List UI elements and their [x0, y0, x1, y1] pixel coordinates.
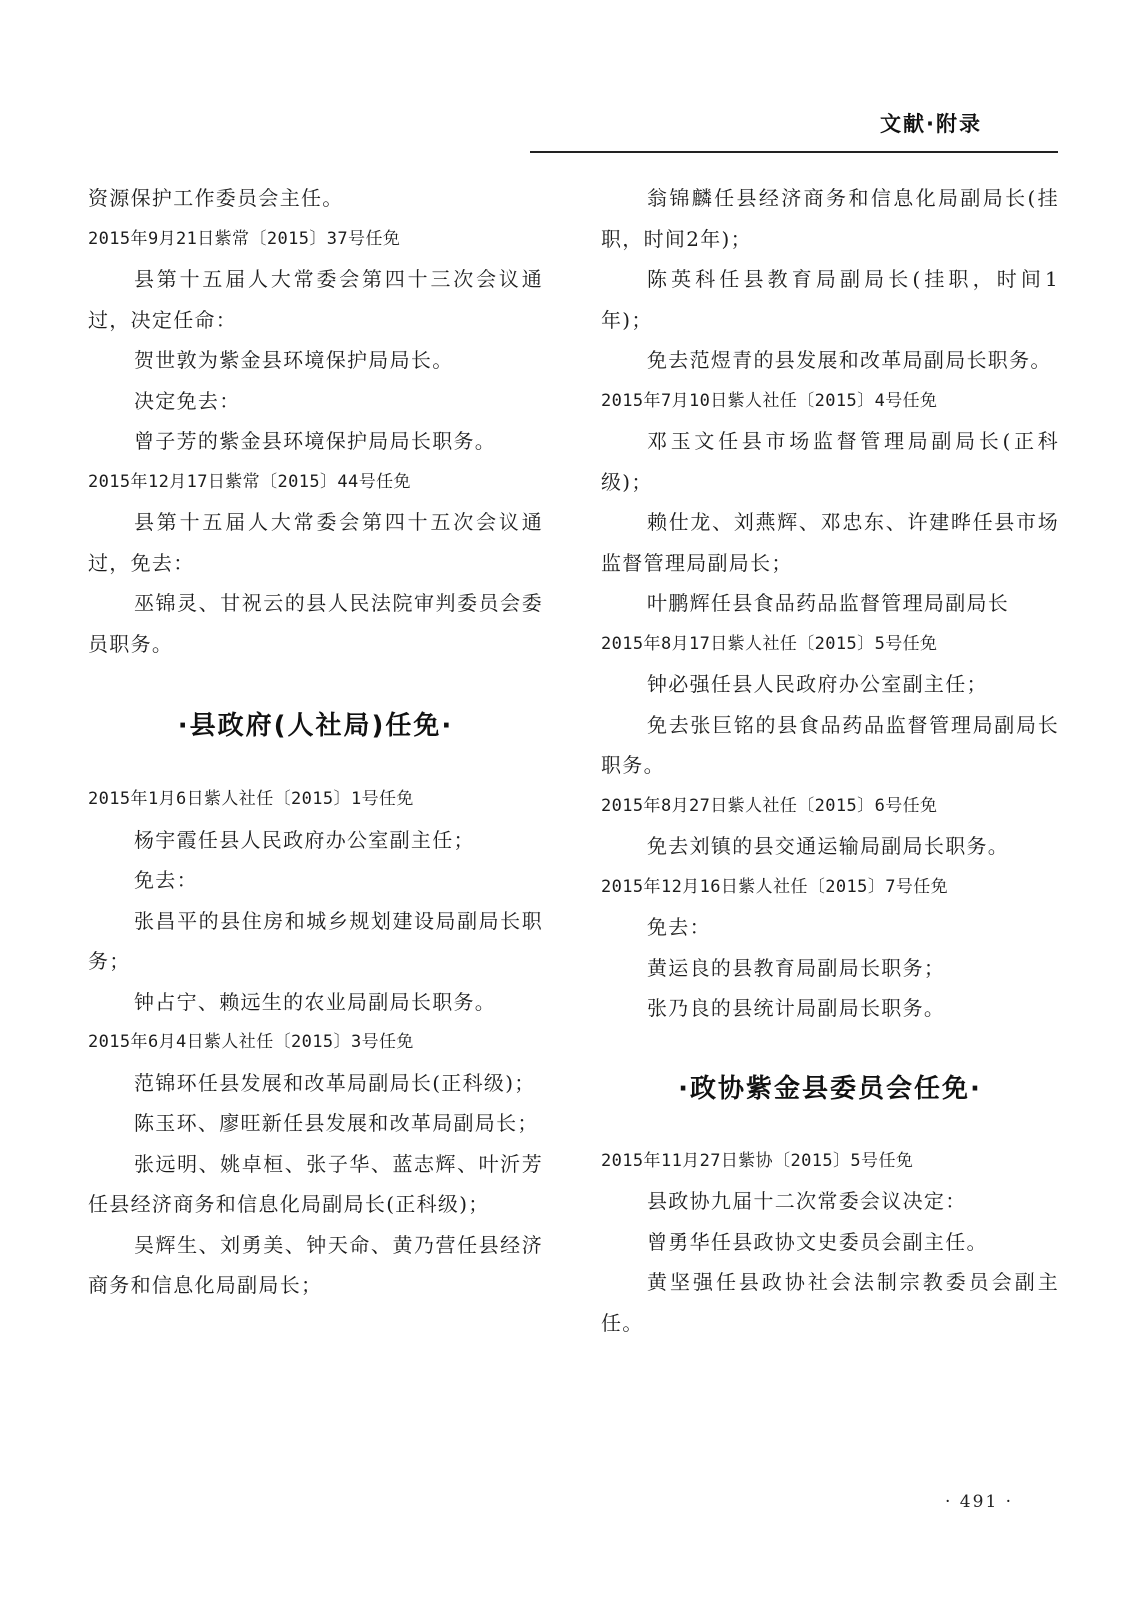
section-heading: ·政协紫金县委员会任免·	[678, 1073, 982, 1104]
decree-date-line: 2015年12月17日紫常〔2015〕44号任免	[88, 471, 411, 492]
decree-date-line: 2015年11月27日紫协〔2015〕5号任免	[601, 1150, 914, 1171]
paragraph: 县第十五届人大常委会第四十五次会议通过，免去：	[88, 510, 543, 575]
paragraph: 曾子芳的紫金县环境保护局局长职务。	[134, 429, 497, 453]
paragraph: 邓玉文任县市场监督管理局副局长(正科级)；	[601, 429, 1059, 494]
paragraph: 钟占宁、赖远生的农业局副局长职务。	[134, 989, 497, 1014]
running-header: 文献·附录	[880, 112, 982, 136]
page-number: · 491 ·	[945, 1492, 1014, 1512]
paragraph: 资源保护工作委员会主任。	[88, 186, 344, 210]
paragraph: 免去张巨铭的县食品药品监督管理局副局长职务。	[601, 712, 1059, 777]
decree-date-line: 2015年9月21日紫常〔2015〕37号任免	[88, 228, 401, 249]
decree-date-line: 2015年6月4日紫人社任〔2015〕3号任免	[88, 1032, 414, 1052]
decree-date-line: 2015年12月16日紫人社任〔2015〕7号任免	[601, 876, 949, 897]
paragraph: 县政协九届十二次常委会议决定：	[647, 1189, 967, 1213]
decree-date-line: 2015年1月6日紫人社任〔2015〕1号任免	[88, 789, 414, 809]
paragraph: 范锦环任县发展和改革局副局长(正科级)；	[134, 1070, 536, 1095]
paragraph: 叶鹏辉任县食品药品监督管理局副局长	[647, 591, 1010, 615]
paragraph: 免去刘镇的县交通运输局副局长职务。	[647, 834, 1010, 858]
paragraph: 免去：	[134, 868, 198, 892]
paragraph: 黄运良的县教育局副局长职务；	[647, 955, 946, 980]
paragraph: 免去范煜青的县发展和改革局副局长职务。	[647, 348, 1052, 372]
paragraph: 贺世敦为紫金县环境保护局局长。	[134, 348, 454, 372]
paragraph: 张乃良的县统计局副局长职务。	[647, 996, 946, 1020]
paragraph: 陈英科任县教育局副局长(挂职，时间1年)；	[601, 267, 1059, 332]
paragraph: 翁锦麟任县经济商务和信息化局副局长(挂职，时间2年)；	[601, 186, 1059, 251]
decree-date-line: 2015年8月17日紫人社任〔2015〕5号任免	[601, 633, 938, 654]
paragraph: 县第十五届人大常委会第四十三次会议通过，决定任命：	[88, 267, 543, 332]
paragraph: 曾勇华任县政协文史委员会副主任。	[647, 1229, 988, 1254]
paragraph: 巫锦灵、甘祝云的县人民法院审判委员会委员职务。	[88, 591, 543, 656]
paragraph: 免去：	[647, 915, 711, 939]
paragraph: 决定免去：	[134, 388, 241, 413]
decree-date-line: 2015年7月10日紫人社任〔2015〕4号任免	[601, 390, 938, 411]
paragraph: 黄坚强任县政协社会法制宗教委员会副主任。	[601, 1270, 1059, 1335]
paragraph: 吴辉生、刘勇美、钟天命、黄乃营任县经济商务和信息化局副局长；	[88, 1232, 543, 1297]
paragraph: 陈玉环、廖旺新任县发展和改革局副局长；	[134, 1111, 539, 1135]
paragraph: 张远明、姚卓桓、张子华、蓝志辉、叶沂芳任县经济商务和信息化局副局长(正科级)；	[88, 1151, 543, 1216]
section-heading: ·县政府(人社局)任免·	[177, 711, 454, 741]
paragraph: 杨宇霞任县人民政府办公室副主任；	[134, 827, 475, 852]
paragraph: 钟必强任县人民政府办公室副主任；	[647, 672, 988, 696]
left-column	[88, 178, 543, 1306]
right-column	[601, 178, 1059, 1343]
paragraph: 赖仕龙、刘燕辉、邓忠东、许建晔任县市场监督管理局副局长；	[601, 510, 1059, 575]
paragraph: 张昌平的县住房和城乡规划建设局副局长职务；	[88, 908, 543, 973]
header-rule	[530, 151, 1058, 153]
decree-date-line: 2015年8月27日紫人社任〔2015〕6号任免	[601, 795, 938, 816]
